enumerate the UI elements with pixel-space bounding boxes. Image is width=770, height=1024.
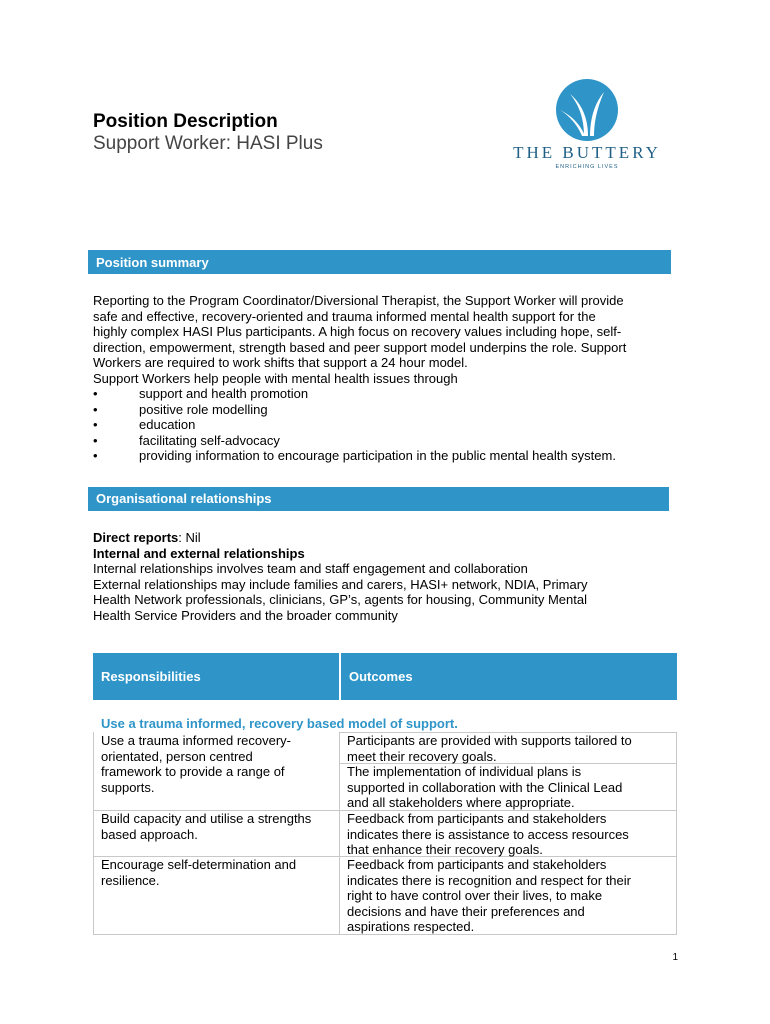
org-line: Health Network professionals, clinicians, GP’s, agents for housing, Community Mental bbox=[93, 592, 587, 608]
outcome-cell: The implementation of individual plans is supported in collaboration with the Clinical Lead and all stakeholders where appropriate. bbox=[347, 764, 623, 811]
responsibility-cell: Use a trauma informed recovery- orientated, person centred framework to provide a range of supports. bbox=[101, 733, 292, 795]
logo-tagline: ENRICHING LIVES bbox=[555, 164, 619, 170]
responsibility-cell: Build capacity and utilise a strengths based approach. bbox=[101, 811, 312, 842]
org-line: Health Service Providers and the broader community bbox=[93, 607, 398, 623]
position-summary-heading: Position summary bbox=[88, 250, 671, 274]
position-summary-text bbox=[93, 293, 683, 387]
bullet-glyph: • bbox=[93, 448, 98, 464]
outcome-cell: Participants are provided with supports tailored to meet their recovery goals. bbox=[347, 733, 632, 764]
bullet-glyph: • bbox=[93, 401, 98, 417]
the-buttery-logo bbox=[500, 76, 675, 172]
goal-heading: Use a trauma informed, recovery based model of support. bbox=[101, 716, 458, 731]
responsibilities-table bbox=[93, 653, 677, 934]
column-header-outcomes: Outcomes bbox=[340, 653, 677, 700]
outcome-cell: Feedback from participants and stakeholders indicates there is assistance to access resources that enhance their recovery goals. bbox=[347, 811, 629, 858]
responsibility-cell: Encourage self-determination and resilience. bbox=[101, 857, 297, 888]
summary-line: highly complex HASI Plus participants. A high focus on recovery values including hope, self- bbox=[93, 324, 622, 340]
page-subtitle: Support Worker: HASI Plus bbox=[93, 133, 323, 154]
relationships-subheading: Internal and external relationships bbox=[93, 545, 305, 561]
org-relationships-text bbox=[93, 530, 683, 624]
bullet-glyph: • bbox=[93, 386, 98, 401]
bullet-glyph: • bbox=[93, 432, 98, 448]
summary-line: Support Workers help people with mental health issues through bbox=[93, 370, 458, 386]
column-header-responsibilities: Responsibilities bbox=[93, 653, 339, 700]
summary-line: Reporting to the Program Coordinator/Diversional Therapist, the Support Worker will provide bbox=[93, 293, 624, 308]
page-title: Position Description bbox=[93, 111, 278, 132]
logo-text: THE BUTTERY bbox=[513, 143, 661, 162]
org-line: External relationships may include families and carers, HASI+ network, NDIA, Primary bbox=[93, 576, 588, 592]
summary-line: direction, empowerment, strength based and peer support model underpins the role. Support bbox=[93, 339, 627, 355]
page-number: 1 bbox=[672, 952, 678, 963]
org-relationships-heading: Organisational relationships bbox=[88, 487, 669, 511]
direct-reports: Direct reports: Nil bbox=[93, 530, 201, 545]
bullet-glyph: • bbox=[93, 417, 98, 433]
summary-line: Workers are required to work shifts that support a 24 hour model. bbox=[93, 355, 468, 371]
org-line: Internal relationships involves team and staff engagement and collaboration bbox=[93, 561, 528, 577]
outcome-cell: Feedback from participants and stakeholders indicates there is recognition and respect for their right to have control over their lives, to make decisions and have their preferences and aspirations respected. bbox=[347, 857, 631, 935]
summary-line: safe and effective, recovery-oriented and trauma informed mental health support for the bbox=[93, 308, 596, 324]
